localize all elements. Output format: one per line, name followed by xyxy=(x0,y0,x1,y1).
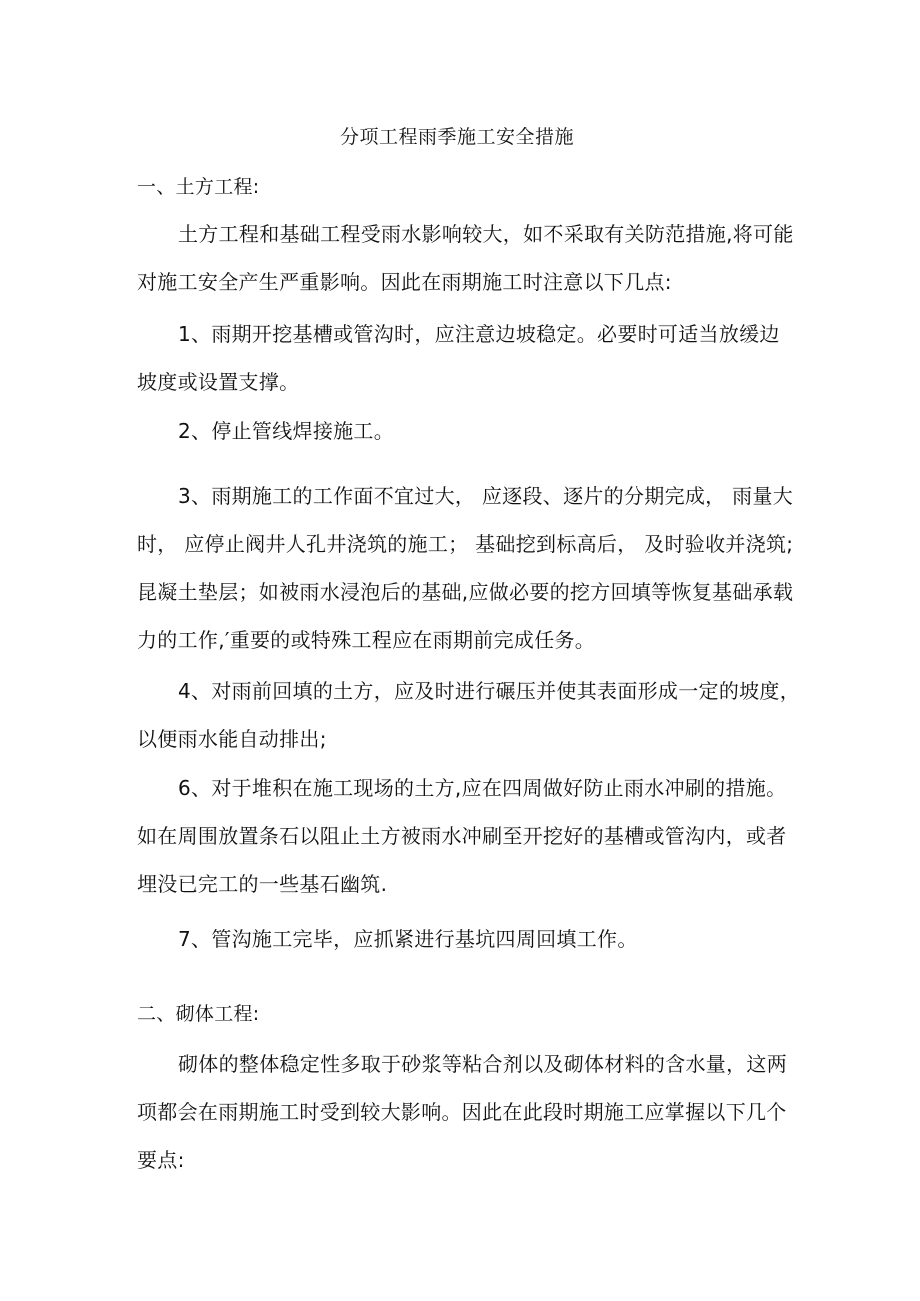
list-item-6-cont: 如在周围放置条石以阻止土方被雨水冲刷至开挖好的基槽或管沟内，或者 xyxy=(137,824,787,848)
paragraph-line: 项都会在雨期施工时受到较大影响。因此在此段时期施工应掌握以下几个 xyxy=(137,1100,787,1124)
list-item-1-cont: 坡度或设置支撑。 xyxy=(137,370,300,394)
paragraph-line: 砌体的整体稳定性多取于砂浆等粘合剂以及砌体材料的含水量，这两 xyxy=(178,1052,787,1076)
list-item-6-cont: 埋没已完工的一些基石幽筑. xyxy=(137,872,388,896)
list-item-3: 3、雨期施工的工作面不宜过大， 应逐段、逐片的分期完成， 雨量大 xyxy=(178,484,794,508)
section-heading-earthwork: 一、土方工程: xyxy=(137,176,260,198)
list-item-1: 1、雨期开挖基槽或管沟时，应注意边坡稳定。必要时可适当放缓边 xyxy=(178,322,780,346)
list-item-3-cont: 时， 应停止阀井人孔井浇筑的施工； 基础挖到标高后， 及时验收并浇筑; xyxy=(137,532,794,556)
list-item-3-cont: 力的工作,′重要的或特殊工程应在雨期前完成任务。 xyxy=(137,628,596,652)
paragraph-line: 对施工安全产生严重影响。因此在雨期施工时注意以下几点: xyxy=(137,270,672,294)
section-heading-masonry: 二、砌体工程: xyxy=(137,1003,260,1025)
paragraph-line: 土方工程和基础工程受雨水影响较大，如不采取有关防范措施,将可能 xyxy=(178,222,794,246)
list-item-7: 7、管沟施工完毕，应抓紧进行基坑四周回填工作。 xyxy=(178,927,638,951)
list-item-4: 4、对雨前回填的土方，应及时进行碾压并使其表面形成一定的坡度， xyxy=(178,679,801,703)
list-item-4-cont: 以便雨水能自动排出; xyxy=(137,727,327,751)
paragraph-line: 要点: xyxy=(137,1148,185,1172)
list-item-6: 6、对于堆积在施工现场的土方,应在四周做好防止雨水冲刷的措施。 xyxy=(178,776,787,800)
list-item-2: 2、停止管线焊接施工。 xyxy=(178,419,395,443)
list-item-3-cont: 昆凝土垫层；如被雨水浸泡后的基础,应做必要的挖方回填等恢复基础承载 xyxy=(137,580,794,604)
document-title: 分项工程雨季施工安全措施 xyxy=(340,126,575,148)
